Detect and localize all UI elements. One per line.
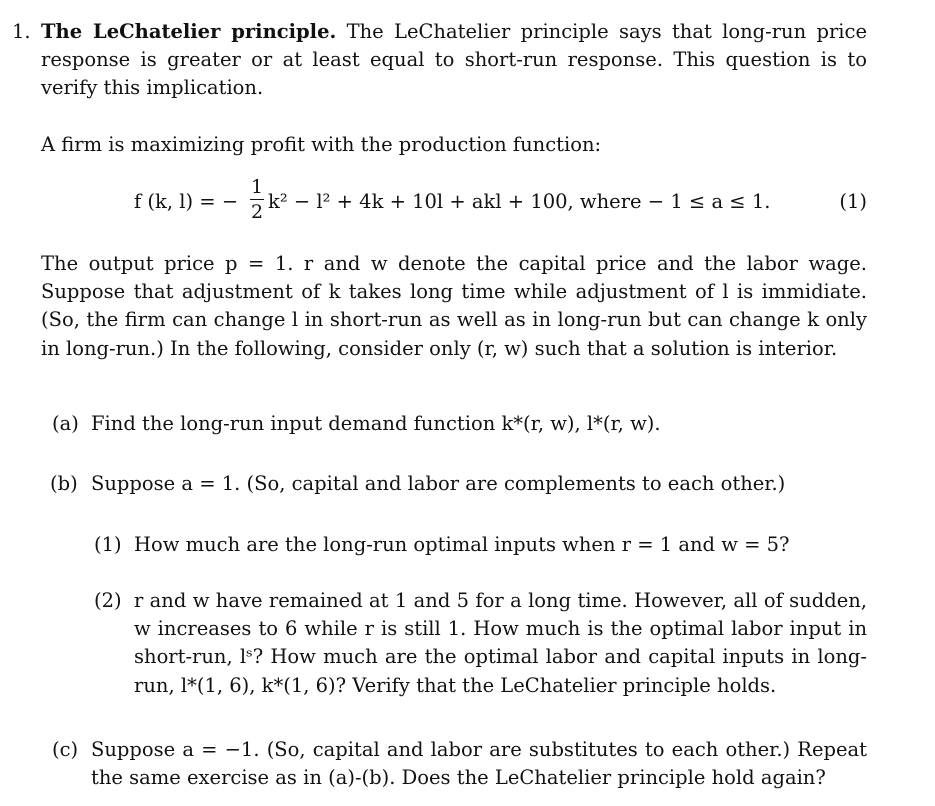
assumptions-paragraph: The output price p = 1. r and w denote the capital price and the labor wage. Suppose that adjustment of k takes long time while adjustment of l is immidiate. (So, the firm can change l in short-run as well as in long-run but can change k only in long-run.) In the following, consider only (r, w) such that a solution is interior. [41, 252, 867, 360]
equation-number: (1) [839, 190, 867, 213]
setup-line: A firm is maximizing profit with the production function: [41, 133, 602, 156]
problem-title: The LeChatelier principle. [41, 20, 337, 43]
production-function-equation [134, 176, 867, 236]
part-a-text: Find the long-run input demand function k*(r, w), l*(r, w). [91, 412, 661, 435]
part-c-label: (c) [52, 738, 79, 761]
part-b1-text: How much are the long-run optimal inputs when r = 1 and w = 5? [134, 533, 790, 556]
part-c-text: Suppose a = −1. (So, capital and labor are substitutes to each other.) Repeat the same exercise as in (a)-(b). Does the LeChatelier principle hold again? [91, 738, 867, 790]
problem-number: 1. [12, 20, 31, 43]
part-b2-label: (2) [94, 589, 122, 612]
fraction-denominator: 2 [250, 201, 264, 223]
part-b-text: Suppose a = 1. (So, capital and labor are complements to each other.) [91, 472, 786, 495]
equation-lhs: f (k, l) = − [134, 190, 239, 213]
problem-intro [41, 18, 867, 103]
equation-fraction [250, 176, 264, 223]
part-b1-label: (1) [94, 533, 122, 556]
problem-intro-text: The LeChatelier principle says that long-run price response is greater or at least equal to short-run response. This question is to verify this implication. [41, 20, 867, 100]
equation-rhs: k² − l² + 4k + 10l + akl + 100, where − 1 ≤ a ≤ 1. [268, 190, 771, 213]
part-a-label: (a) [52, 412, 79, 435]
fraction-numerator: 1 [250, 176, 264, 198]
part-b2-text: r and w have remained at 1 and 5 for a long time. However, all of sudden, w increases to 6 while r is still 1. How much is the optimal labor input in short-run, lˢ? How much are the optimal labor and capital inputs in long-run, l*(1, 6), k*(1, 6)? Verify that the LeChatelier principle holds. [134, 589, 867, 697]
part-b-label: (b) [50, 472, 78, 495]
